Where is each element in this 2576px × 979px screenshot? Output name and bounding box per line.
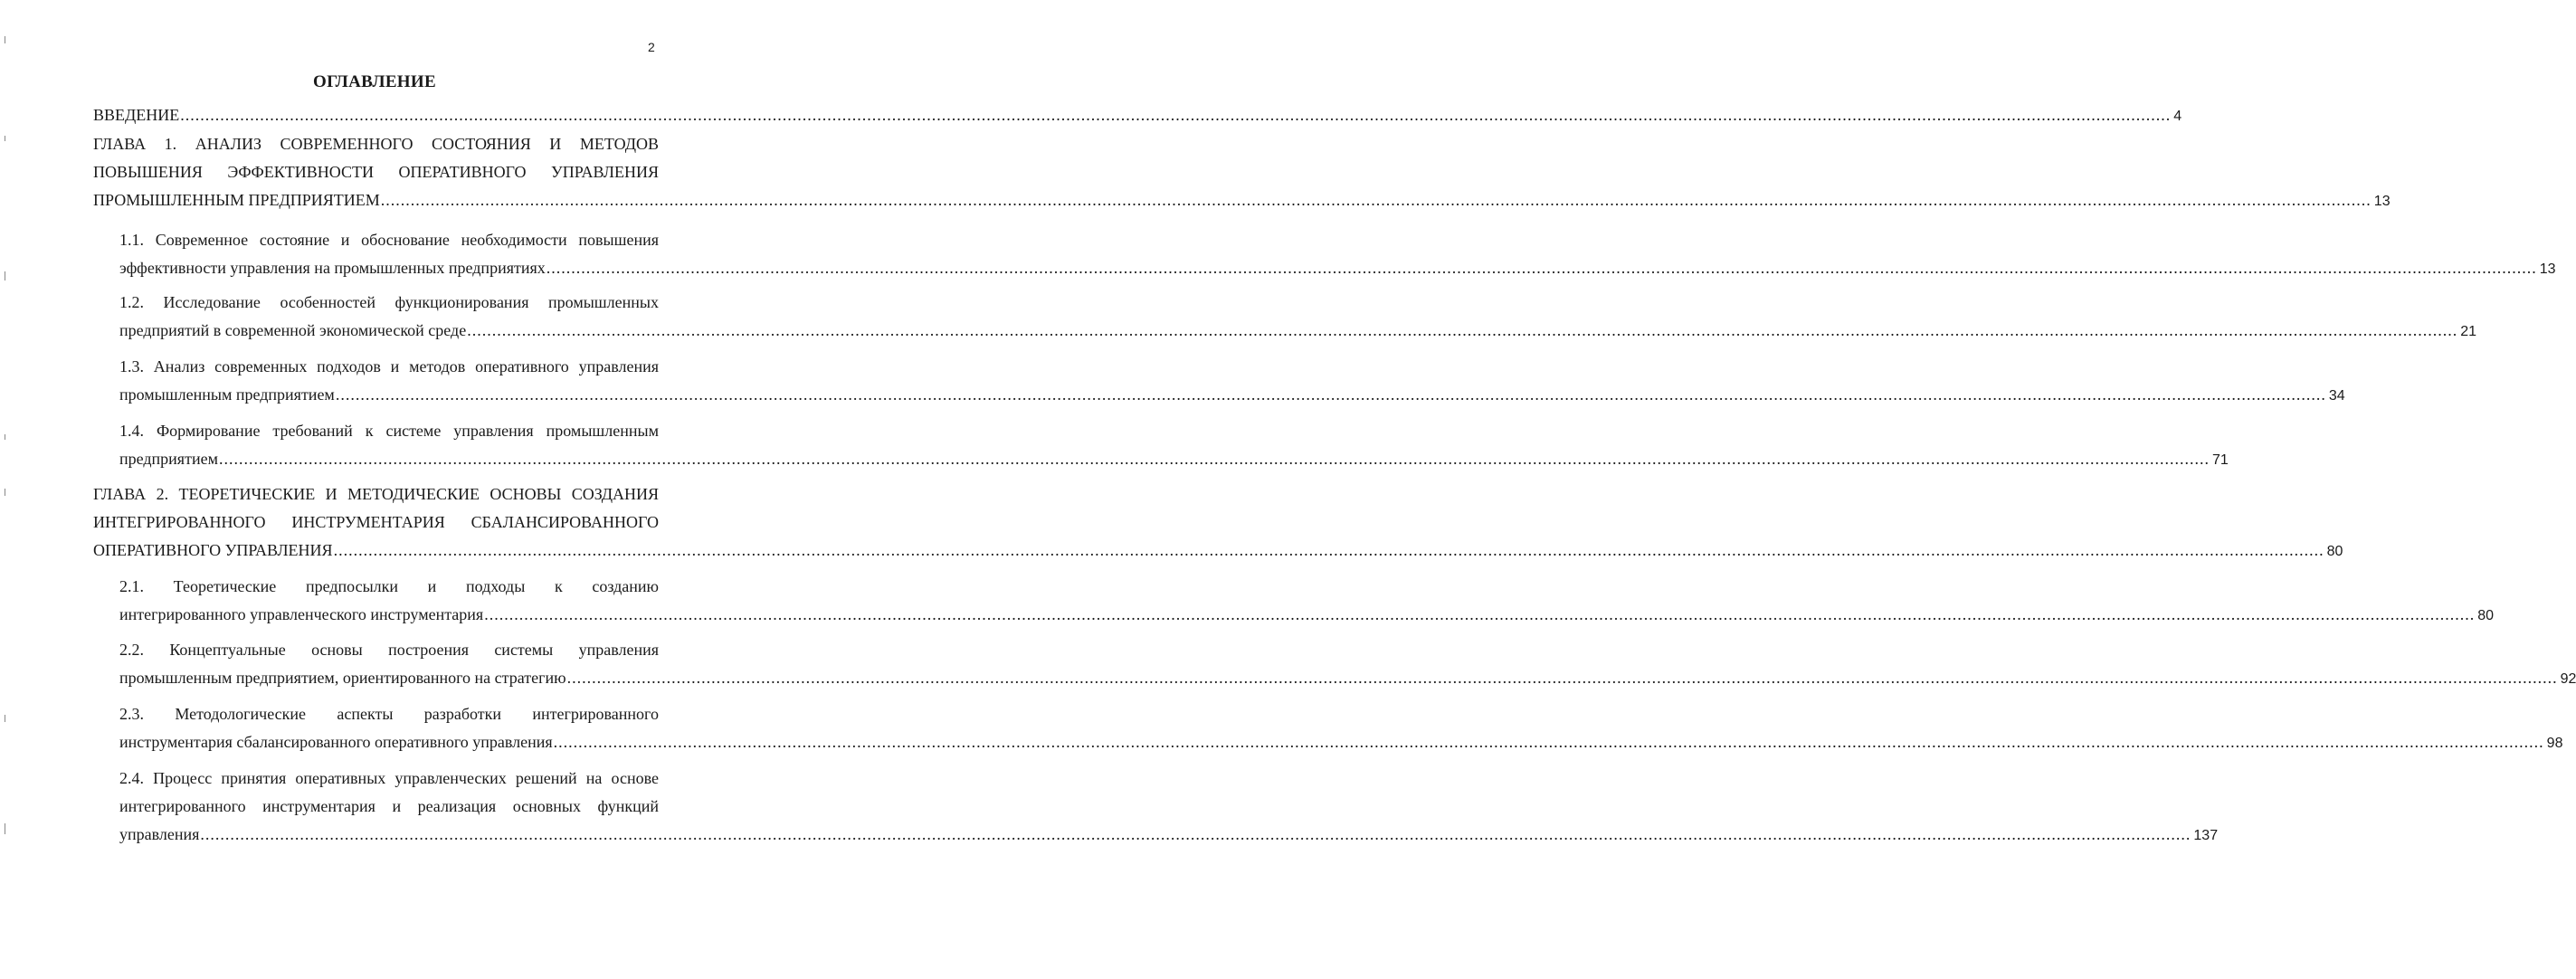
toc-entry-text: предприятием (119, 450, 218, 468)
toc-entry-last-line (119, 728, 2563, 756)
dot-leader: ................................................................................................................................................................................................................................................................................................................................................................................................................ (200, 825, 2191, 843)
toc-entry-last-line (119, 254, 2556, 282)
toc-entry-line: интегрированного инструментария и реализация основных функций (119, 797, 659, 815)
toc-page-number: 92 (2560, 671, 2576, 687)
toc-entry-last-line (119, 317, 2476, 345)
dot-leader: ................................................................................................................................................................................................................................................................................................................................................................................................................ (180, 106, 2172, 124)
toc-entry-line: 1.3. Анализ современных подходов и методов оперативного управления (119, 357, 659, 375)
dot-leader: ................................................................................................................................................................................................................................................................................................................................................................................................................ (333, 541, 2324, 559)
toc-entry-line: ИНТЕГРИРОВАННОГО ИНСТРУМЕНТАРИЯ СБАЛАНСИРОВАННОГО (93, 513, 659, 531)
toc-entry-last-line (119, 381, 2345, 409)
dot-leader: ................................................................................................................................................................................................................................................................................................................................................................................................................ (546, 259, 2537, 277)
toc-entry-s2-3 (119, 700, 2563, 756)
toc-entry-last-line (119, 821, 2219, 849)
toc-page-number: 13 (2539, 261, 2556, 277)
dot-leader: ................................................................................................................................................................................................................................................................................................................................................................................................................ (553, 733, 2544, 751)
dot-leader: ................................................................................................................................................................................................................................................................................................................................................................................................................ (484, 605, 2476, 623)
toc-entry-last-line (119, 664, 2576, 692)
toc-entry-text: интегрированного управленческого инструментария (119, 605, 484, 623)
toc-entry-line: 2.3. Методологические аспекты разработки интегрированного (119, 705, 659, 723)
toc-entry-line: 1.4. Формирование требований к системе управления промышленным (119, 422, 659, 440)
toc-entry-s1-2 (119, 289, 2476, 345)
toc-entry-s2-1 (119, 573, 2494, 629)
toc-page-number: 4 (2173, 109, 2182, 124)
toc-entry-text: ПРОМЫШЛЕННЫМ ПРЕДПРИЯТИЕМ (93, 191, 380, 209)
toc-page-number: 13 (2373, 194, 2391, 209)
toc-entry-ch1 (93, 130, 2391, 214)
toc-page-number: 21 (2460, 324, 2476, 339)
scan-margin-marks (0, 0, 13, 979)
dot-leader: ................................................................................................................................................................................................................................................................................................................................................................................................................ (566, 669, 2558, 687)
toc-page-number: 71 (2211, 452, 2229, 468)
toc-entry-text: управления (119, 825, 200, 843)
dot-leader: ................................................................................................................................................................................................................................................................................................................................................................................................................ (380, 191, 2372, 209)
toc-entry-line: 1.1. Современное состояние и обоснование необходимости повышения (119, 231, 659, 249)
toc-title: ОГЛАВЛЕНИЕ (313, 72, 436, 91)
toc-entry-text: эффективности управления на промышленных предприятиях (119, 259, 546, 277)
toc-entry-line: 1.2. Исследование особенностей функционирования промышленных (119, 293, 659, 311)
toc-entry-line: ГЛАВА 2. ТЕОРЕТИЧЕСКИЕ И МЕТОДИЧЕСКИЕ ОСНОВЫ СОЗДАНИЯ (93, 485, 659, 503)
toc-entry-last-line (93, 186, 2391, 214)
toc-entry-s2-2 (119, 636, 2576, 692)
toc-entry-last-line (119, 445, 2229, 473)
toc-entry-text: промышленным предприятием, ориентированного на стратегию (119, 669, 566, 687)
toc-entry-last-line (93, 101, 2182, 129)
toc-page-number: 137 (2193, 828, 2219, 843)
page-number: 2 (648, 40, 655, 54)
toc-entry-s2-4 (119, 765, 2219, 849)
toc-entry-s1-3 (119, 353, 2345, 409)
toc-entry-intro (93, 101, 2182, 129)
toc-entry-ch2 (93, 480, 2343, 565)
toc-page-number: 80 (2477, 608, 2494, 623)
toc-entry-text: промышленным предприятием (119, 385, 335, 404)
toc-page-number: 80 (2326, 544, 2343, 559)
toc-entry-s1-1 (119, 226, 2556, 282)
toc-entry-line: 2.4. Процесс принятия оперативных управленческих решений на основе (119, 769, 659, 787)
toc-page-number: 34 (2328, 388, 2345, 404)
toc-entry-last-line (93, 537, 2343, 565)
toc-entry-line: 2.2. Концептуальные основы построения системы управления (119, 641, 659, 659)
toc-entry-line: ПОВЫШЕНИЯ ЭФФЕКТИВНОСТИ ОПЕРАТИВНОГО УПРАВЛЕНИЯ (93, 163, 659, 181)
toc-entry-text: предприятий в современной экономической среде (119, 321, 467, 339)
toc-entry-text: ОПЕРАТИВНОГО УПРАВЛЕНИЯ (93, 541, 333, 559)
dot-leader: ................................................................................................................................................................................................................................................................................................................................................................................................................ (218, 450, 2210, 468)
toc-entry-line: 2.1. Теоретические предпосылки и подходы к созданию (119, 577, 659, 595)
toc-entry-line: ГЛАВА 1. АНАЛИЗ СОВРЕМЕННОГО СОСТОЯНИЯ И МЕТОДОВ (93, 135, 659, 153)
toc-entry-text: ВВЕДЕНИЕ (93, 106, 180, 124)
dot-leader: ................................................................................................................................................................................................................................................................................................................................................................................................................ (467, 321, 2458, 339)
toc-entry-text: инструментария сбалансированного оперативного управления (119, 733, 553, 751)
toc-entry-last-line (119, 601, 2494, 629)
toc-entry-s1-4 (119, 417, 2229, 473)
dot-leader: ................................................................................................................................................................................................................................................................................................................................................................................................................ (335, 385, 2326, 404)
toc-page-number: 98 (2546, 736, 2563, 751)
